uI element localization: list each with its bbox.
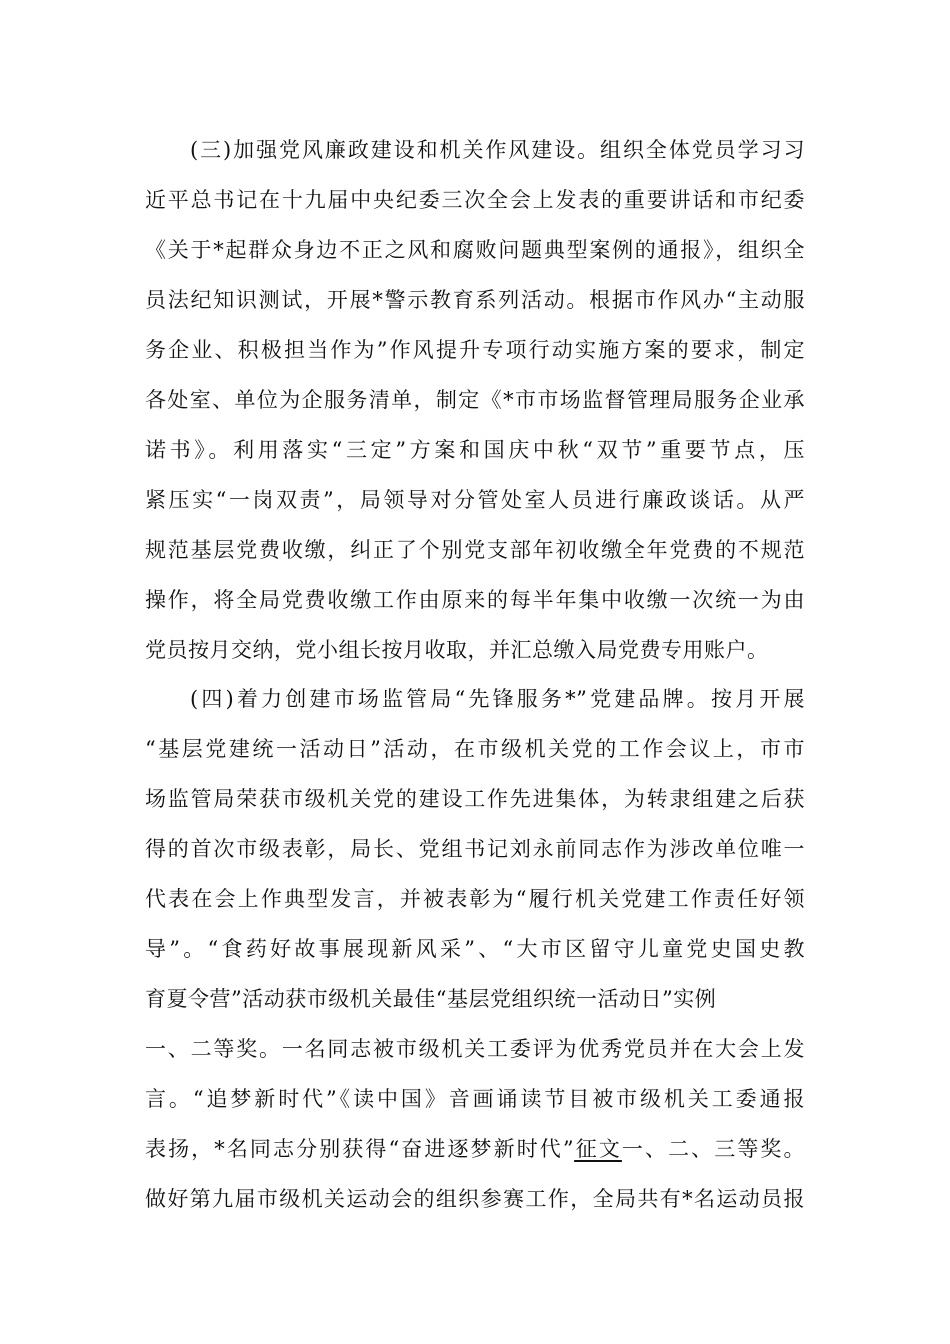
paragraph-4-line-5: 代表在会上作典型发言，并被表彰为“履行机关党建工作责任好领 <box>145 887 805 911</box>
line-text-after-underline: 一、二、三等奖。 <box>621 1137 805 1161</box>
paragraph-4-line-8: 一、二等奖。一名同志被市级机关工委评为优秀党员并在大会上发 <box>145 1037 805 1061</box>
paragraph-4-line-6: 导”。“食药好故事展现新风采”、“大市区留守儿童党史国史教 <box>145 937 805 961</box>
paragraph-3-line-8: 紧压实“一岗双责”，局领导对分管处室人员进行廉政谈话。从严 <box>145 488 805 512</box>
paragraph-3-line-3: 《关于*起群众身边不正之风和腐败问题典型案例的通报》，组织全 <box>145 238 805 262</box>
paragraph-3-line-7: 诺书》。利用落实“三定”方案和国庆中秋“双节”重要节点，压 <box>145 438 805 462</box>
paragraph-4-line-10 <box>145 1125 805 1173</box>
paragraph-4-line-11: 做好第九届市级机关运动会的组织参赛工作，全局共有*名运动员报 <box>145 1187 805 1211</box>
paragraph-3-line-4: 员法纪知识测试，开展*警示教育系列活动。根据市作风办“主动服 <box>145 288 805 312</box>
paragraph-4-line-3: 场监管局荣获市级机关党的建设工作先进集体，为转隶组建之后获 <box>145 787 805 811</box>
paragraph-3-line-2: 近平总书记在十九届中央纪委三次全会上发表的重要讲话和市纪委 <box>145 188 805 212</box>
underlined-word-zhengwen: 征文 <box>574 1137 622 1161</box>
paragraph-3-line-1: (三)加强党风廉政建设和机关作风建设。组织全体党员学习习 <box>190 138 805 162</box>
paragraph-4-line-4: 得的首次市级表彰，局长、党组书记刘永前同志作为涉改单位唯一 <box>145 837 805 861</box>
paragraph-3-line-6: 各处室、单位为企服务清单，制定《*市市场监督管理局服务企业承 <box>145 388 805 412</box>
paragraph-4-line-1: (四)着力创建市场监管局“先锋服务*”党建品牌。按月开展 <box>190 687 805 711</box>
paragraph-3-line-5: 务企业、积极担当作为”作风提升专项行动实施方案的要求，制定 <box>145 338 805 362</box>
paragraph-3-line-10: 操作，将全局党费收缴工作由原来的每半年集中收缴一次统一为由 <box>145 588 805 612</box>
paragraph-3-line-11: 党员按月交纳，党小组长按月收取，并汇总缴入局党费专用账户。 <box>145 638 769 662</box>
paragraph-4-line-7: 育夏令营”活动获市级机关最佳“基层党组织统一活动日”实例 <box>145 987 717 1011</box>
paragraph-3-line-9: 规范基层党费收缴，纠正了个别党支部年初收缴全年党费的不规范 <box>145 538 805 562</box>
line-text-before-underline: 表扬，*名同志分别获得“奋进逐梦新时代” <box>145 1137 575 1161</box>
paragraph-4-line-9: 言。“追梦新时代”《读中国》音画诵读节目被市级机关工委通报 <box>145 1087 805 1111</box>
paragraph-4-line-2: “基层党建统一活动日”活动，在市级机关党的工作会议上，市市 <box>145 737 805 761</box>
